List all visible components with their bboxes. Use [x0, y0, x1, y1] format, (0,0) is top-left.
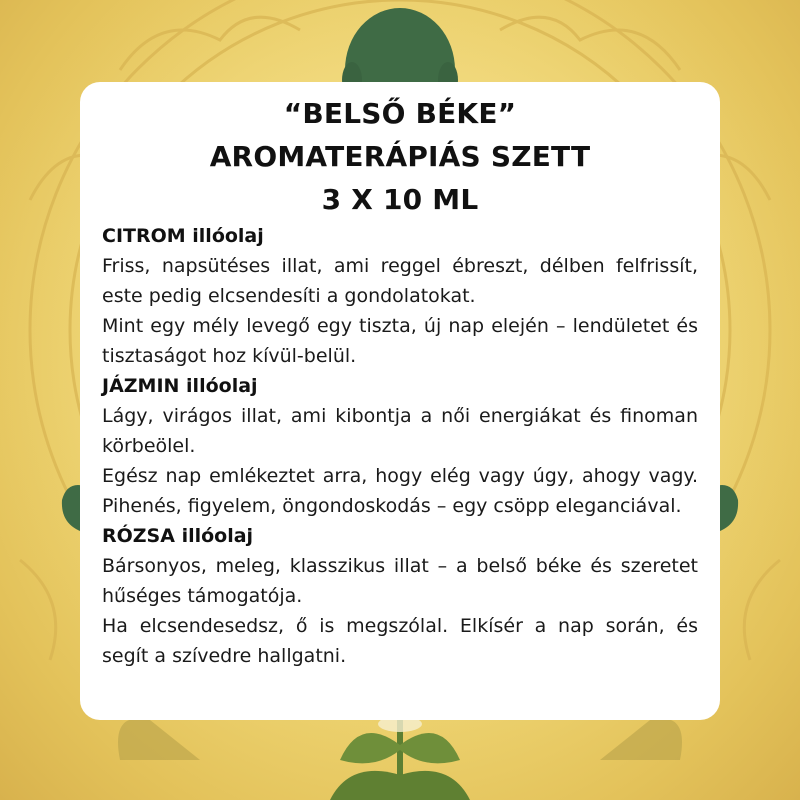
section-paragraph: Ha elcsendesedsz, ő is megszólal. Elkísér a nap során, és segít a szívedre hallgatni. [102, 615, 698, 667]
section-citrom [102, 221, 698, 371]
title-line: AROMATERÁPIÁS SZETT [209, 140, 591, 173]
section-paragraph: Friss, napsütéses illat, ami reggel ébreszt, délben felfrissít, este pedig elcsendesíti a gondolatokat. [102, 255, 698, 307]
section-paragraph: Lágy, virágos illat, ami kibontja a női energiákat és finoman körbeölel. [102, 405, 698, 457]
product-title [102, 92, 698, 221]
section-jazmin [102, 371, 698, 521]
section-heading: RÓZSA illóolaj [102, 525, 254, 547]
section-paragraph: Mint egy mély levegő egy tiszta, új nap elején – lendületet és tisztaságot hoz kívül-belül. [102, 315, 698, 367]
section-paragraph: Egész nap emlékeztet arra, hogy elég vagy úgy, ahogy vagy. Pihenés, figyelem, öngondoskodás – egy csöpp eleganciával. [102, 465, 698, 517]
section-heading: JÁZMIN illóolaj [102, 375, 258, 397]
section-rozsa [102, 521, 698, 671]
product-info-card [80, 82, 720, 720]
section-paragraph: Bársonyos, meleg, klasszikus illat – a belső béke és szeretet hűséges támogatója. [102, 555, 698, 607]
title-line: “BELSŐ BÉKE” [283, 97, 517, 130]
section-heading: CITROM illóolaj [102, 225, 264, 247]
title-line: 3 X 10 ML [321, 183, 479, 216]
